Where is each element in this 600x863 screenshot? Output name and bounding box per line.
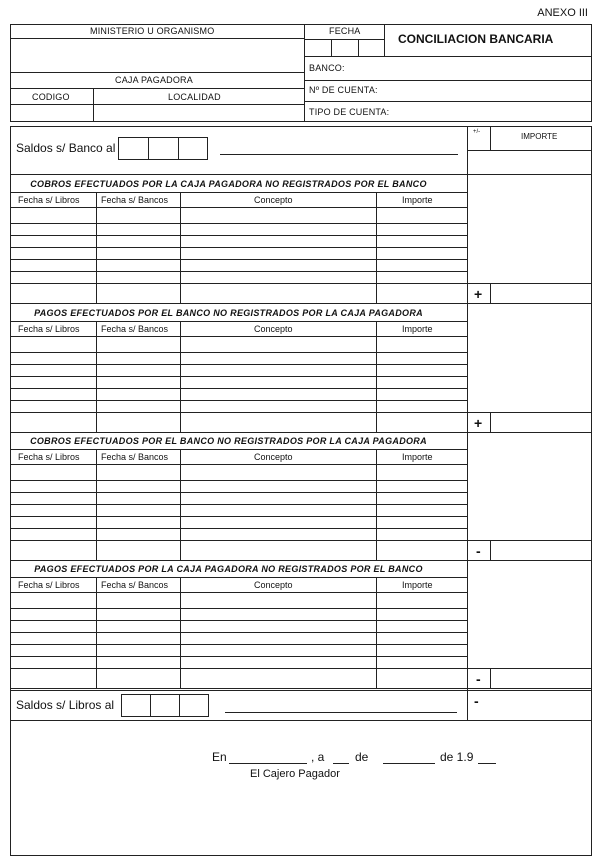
- footer-de: de: [355, 750, 369, 764]
- books-balance-label: Saldos s/ Libros al: [16, 698, 115, 712]
- table-row[interactable]: [11, 365, 466, 376]
- year-field[interactable]: [478, 746, 496, 763]
- form-title: CONCILIACION BANCARIA: [398, 32, 554, 46]
- locality-label: LOCALIDAD: [168, 92, 221, 102]
- table-row[interactable]: [11, 645, 466, 656]
- column-header: Concepto: [254, 452, 293, 462]
- footer-de-year: de 1.9: [440, 750, 474, 764]
- table-row[interactable]: [11, 529, 466, 540]
- ministry-field[interactable]: [11, 39, 303, 72]
- bank-balance-amount-field[interactable]: [468, 151, 591, 173]
- column-header: Concepto: [254, 195, 293, 205]
- column-header: Importe: [402, 452, 433, 462]
- date-day-field[interactable]: [305, 40, 330, 55]
- table-row[interactable]: [11, 248, 466, 259]
- bank-balance-date-field[interactable]: [118, 137, 208, 160]
- section-subtotal-field[interactable]: [491, 669, 591, 688]
- table-row[interactable]: [11, 236, 466, 247]
- table-row[interactable]: [11, 633, 466, 644]
- section-title: PAGOS EFECTUADOS POR LA CAJA PAGADORA NO REGISTRADOS POR EL BANCO: [34, 564, 423, 574]
- table-row[interactable]: [11, 493, 466, 504]
- section-title: COBROS EFECTUADOS POR LA CAJA PAGADORA NO REGISTRADOS POR EL BANCO: [30, 179, 427, 189]
- footer-a: , a: [311, 750, 325, 764]
- account-type-field[interactable]: [395, 103, 590, 121]
- account-no-label: Nº DE CUENTA:: [309, 85, 378, 95]
- column-header: Concepto: [254, 580, 293, 590]
- bank-field[interactable]: [350, 58, 590, 78]
- sign-col-label: +/-: [473, 129, 481, 135]
- books-balance-amount-field[interactable]: [491, 692, 591, 718]
- column-header: Fecha s/ Libros: [18, 452, 80, 462]
- column-header: Importe: [402, 580, 433, 590]
- table-row[interactable]: [11, 389, 466, 400]
- bank-label: BANCO:: [309, 63, 345, 73]
- signer-label: El Cajero Pagador: [250, 768, 340, 780]
- section-subtotal-field[interactable]: [491, 541, 591, 560]
- column-header: Fecha s/ Libros: [18, 195, 80, 205]
- section-sign: +: [474, 286, 483, 302]
- table-row[interactable]: [11, 337, 466, 352]
- table-row[interactable]: [11, 401, 466, 412]
- section-sign: -: [476, 671, 481, 687]
- date-label: FECHA: [329, 26, 361, 36]
- day-field[interactable]: [333, 746, 349, 763]
- cashbox-label: CAJA PAGADORA: [115, 75, 193, 85]
- locality-field[interactable]: [94, 105, 303, 121]
- code-label: CODIGO: [32, 92, 70, 102]
- section-sign: +: [474, 415, 483, 431]
- column-header: Fecha s/ Libros: [18, 580, 80, 590]
- table-row[interactable]: [11, 657, 466, 668]
- table-row[interactable]: [11, 593, 466, 608]
- column-header: Fecha s/ Bancos: [101, 324, 169, 334]
- date-year-field[interactable]: [359, 40, 383, 55]
- table-row[interactable]: [11, 609, 466, 620]
- bank-balance-label: Saldos s/ Banco al: [16, 141, 116, 155]
- place-field[interactable]: [229, 746, 307, 763]
- table-row[interactable]: [11, 208, 466, 223]
- column-header: Fecha s/ Bancos: [101, 580, 169, 590]
- column-header: Fecha s/ Bancos: [101, 195, 169, 205]
- table-row[interactable]: [11, 353, 466, 364]
- column-header: Importe: [402, 195, 433, 205]
- footer-en: En: [212, 750, 227, 764]
- ministry-label: MINISTERIO U ORGANISMO: [90, 26, 215, 36]
- column-header: Importe: [402, 324, 433, 334]
- column-header: Concepto: [254, 324, 293, 334]
- table-row[interactable]: [11, 465, 466, 480]
- table-row[interactable]: [11, 517, 466, 528]
- table-row[interactable]: [11, 621, 466, 632]
- column-header: Fecha s/ Bancos: [101, 452, 169, 462]
- account-no-field[interactable]: [385, 82, 590, 100]
- table-row[interactable]: [11, 377, 466, 388]
- table-row[interactable]: [11, 260, 466, 271]
- section-sign: -: [476, 543, 481, 559]
- section-title: COBROS EFECTUADOS POR EL BANCO NO REGISTRADOS POR LA CAJA PAGADORA: [30, 436, 427, 446]
- table-row[interactable]: [11, 481, 466, 492]
- date-month-field[interactable]: [332, 40, 357, 55]
- section-title: PAGOS EFECTUADOS POR EL BANCO NO REGISTRADOS POR LA CAJA PAGADORA: [34, 308, 423, 318]
- table-row[interactable]: [11, 272, 466, 283]
- annex-label: ANEXO III: [537, 7, 588, 19]
- account-type-label: TIPO DE CUENTA:: [309, 107, 390, 117]
- section-subtotal-field[interactable]: [491, 284, 591, 303]
- books-balance-date-field[interactable]: [121, 694, 209, 717]
- section-subtotal-field[interactable]: [491, 413, 591, 432]
- table-row[interactable]: [11, 505, 466, 516]
- books-sign: -: [474, 693, 479, 709]
- amount-col-label: IMPORTE: [521, 132, 558, 141]
- column-header: Fecha s/ Libros: [18, 324, 80, 334]
- table-row[interactable]: [11, 224, 466, 235]
- month-field[interactable]: [383, 746, 435, 763]
- code-field[interactable]: [11, 105, 92, 121]
